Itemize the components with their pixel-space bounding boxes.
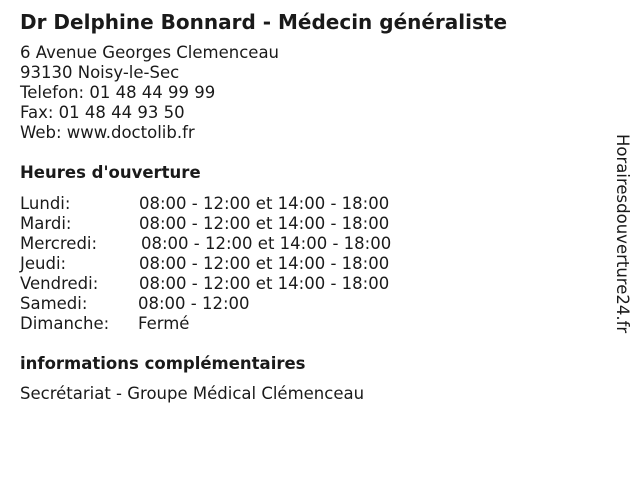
page-title: Dr Delphine Bonnard - Médecin généraliste [20, 10, 508, 34]
website: Web: www.doctolib.fr [20, 123, 195, 142]
time-value: 08:00 - 12:00 [138, 294, 250, 313]
day-label: Vendredi: [20, 274, 99, 293]
day-label: Samedi: [20, 294, 88, 313]
time-value: 08:00 - 12:00 et 14:00 - 18:00 [141, 234, 392, 253]
time-value: 08:00 - 12:00 et 14:00 - 18:00 [139, 274, 390, 293]
contact-block [20, 43, 279, 143]
address-city: 93130 Noisy-le-Sec [20, 63, 180, 82]
day-label: Jeudi: [20, 254, 67, 273]
day-label: Lundi: [20, 194, 71, 213]
time-value: 08:00 - 12:00 et 14:00 - 18:00 [139, 214, 390, 233]
time-value: 08:00 - 12:00 et 14:00 - 18:00 [139, 194, 390, 213]
day-label: Mercredi: [20, 234, 98, 253]
day-label: Mardi: [20, 214, 72, 233]
additional-info-heading: informations complémentaires [20, 354, 306, 373]
phone-number: Telefon: 01 48 44 99 99 [20, 83, 216, 102]
additional-info-text: Secrétariat - Groupe Médical Clémenceau [20, 384, 365, 403]
opening-hours-heading: Heures d'ouverture [20, 163, 201, 182]
day-label: Dimanche: [20, 314, 110, 333]
fax-number: Fax: 01 48 44 93 50 [20, 103, 185, 122]
site-watermark: Horairesdouverture24.fr [613, 134, 632, 334]
time-value: 08:00 - 12:00 et 14:00 - 18:00 [139, 254, 390, 273]
address-street: 6 Avenue Georges Clemenceau [20, 43, 280, 62]
time-value: Fermé [138, 314, 190, 333]
